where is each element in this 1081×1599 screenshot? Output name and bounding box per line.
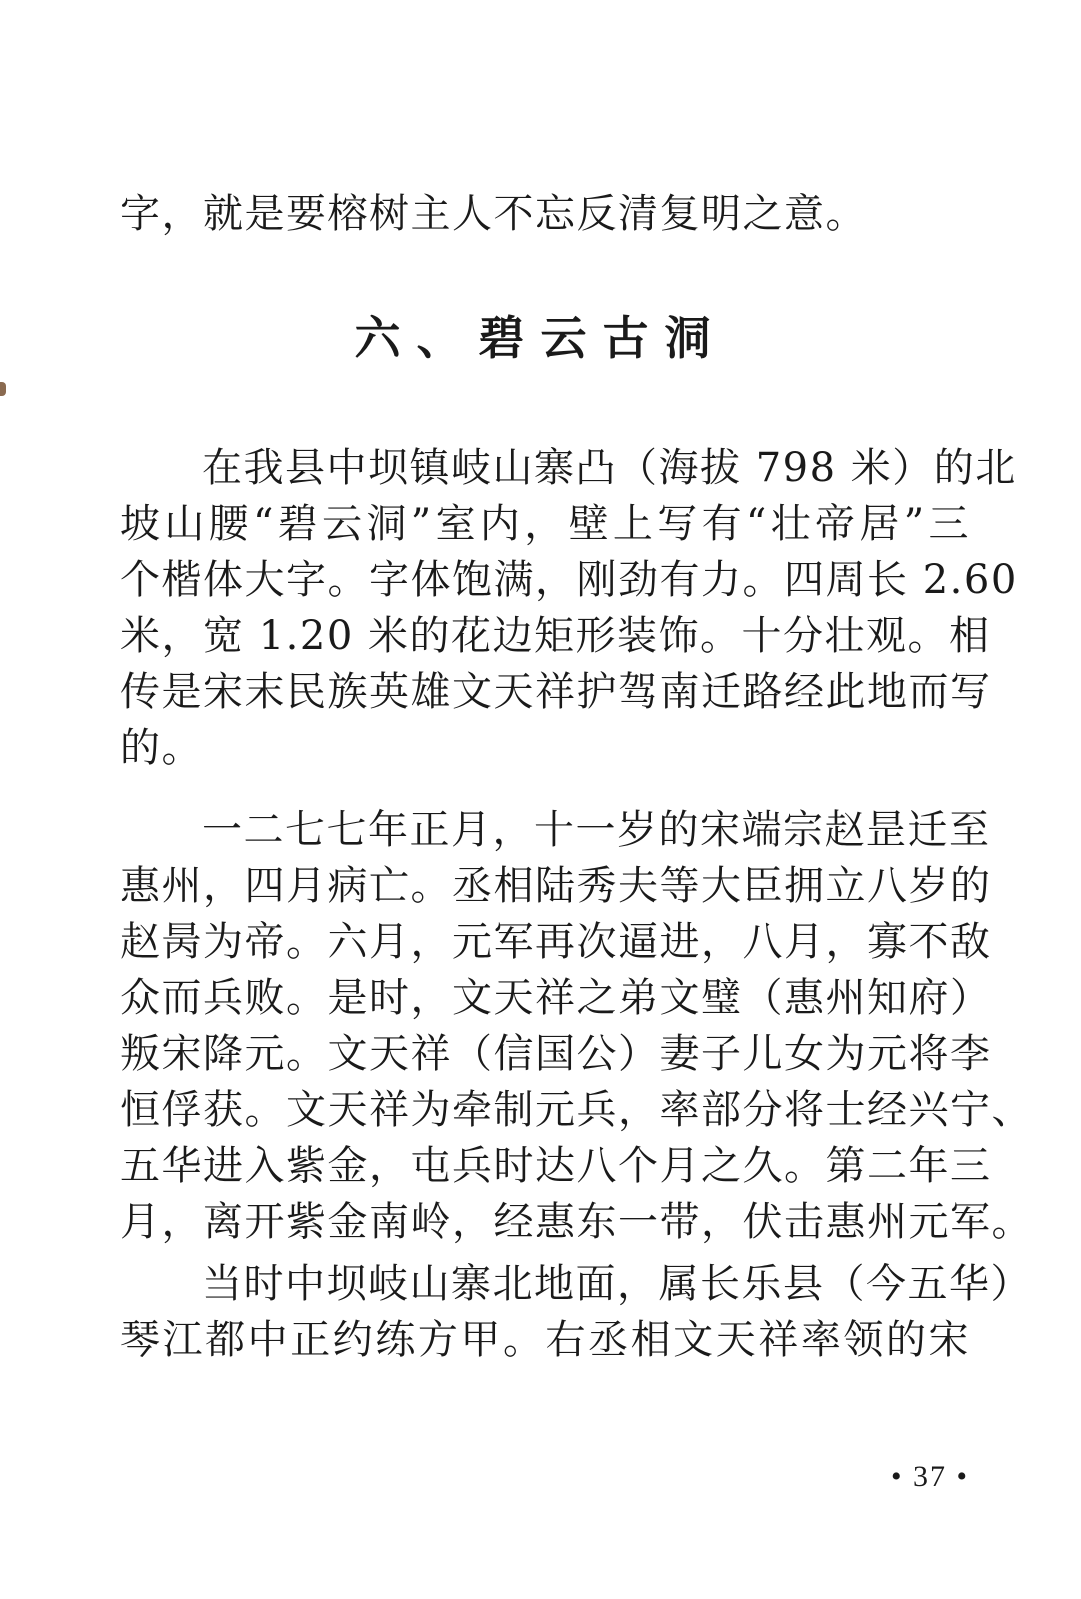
paragraph-line: 一二七七年正月，十一岁的宋端宗赵昰迁至 <box>202 807 991 853</box>
paragraph-line: 当时中坝岐山寨北地面，属长乐县（今五华） <box>202 1261 1032 1307</box>
paragraph-line: 在我县中坝镇岐山寨凸（海拔 798 米）的北 <box>202 445 1017 491</box>
paragraph-line: 坡山腰“碧云洞”室内，壁上写有“壮帝居”三 <box>120 501 970 547</box>
paragraph-line: 叛宋降元。文天祥（信国公）妻子儿女为元将李 <box>120 1031 992 1077</box>
paragraph-line: 传是宋末民族英雄文天祥护驾南迁路经此地而写 <box>120 669 992 715</box>
paragraph-line: 琴江都中正约练方甲。右丞相文天祥率领的宋 <box>120 1317 970 1363</box>
paragraph-line: 个楷体大字。字体饱满，刚劲有力。四周长 2.60 <box>120 557 1018 603</box>
paragraph-line: 众而兵败。是时，文天祥之弟文璧（惠州知府） <box>120 975 992 1021</box>
intro-line: 字，就是要榕树主人不忘反清复明之意。 <box>120 191 867 237</box>
paragraph-line: 赵昺为帝。六月，元军再次逼进，八月，寡不敌 <box>120 919 992 965</box>
paragraph-line: 恒俘获。文天祥为牵制元兵，率部分将士经兴宁、 <box>120 1087 1033 1133</box>
section-title: 六、碧云古洞 <box>354 311 727 365</box>
page-number: • 37 • <box>890 1460 969 1493</box>
paragraph-line: 五华进入紫金，屯兵时达八个月之久。第二年三 <box>120 1143 992 1189</box>
paragraph-line: 的。 <box>120 725 203 771</box>
scan-edge-mark <box>0 382 6 396</box>
paragraph-line: 惠州，四月病亡。丞相陆秀夫等大臣拥立八岁的 <box>120 863 992 909</box>
paragraph-line: 米，宽 1.20 米的花边矩形装饰。十分壮观。相 <box>120 613 991 659</box>
paragraph-line: 月，离开紫金南岭，经惠东一带，伏击惠州元军。 <box>120 1199 1033 1245</box>
